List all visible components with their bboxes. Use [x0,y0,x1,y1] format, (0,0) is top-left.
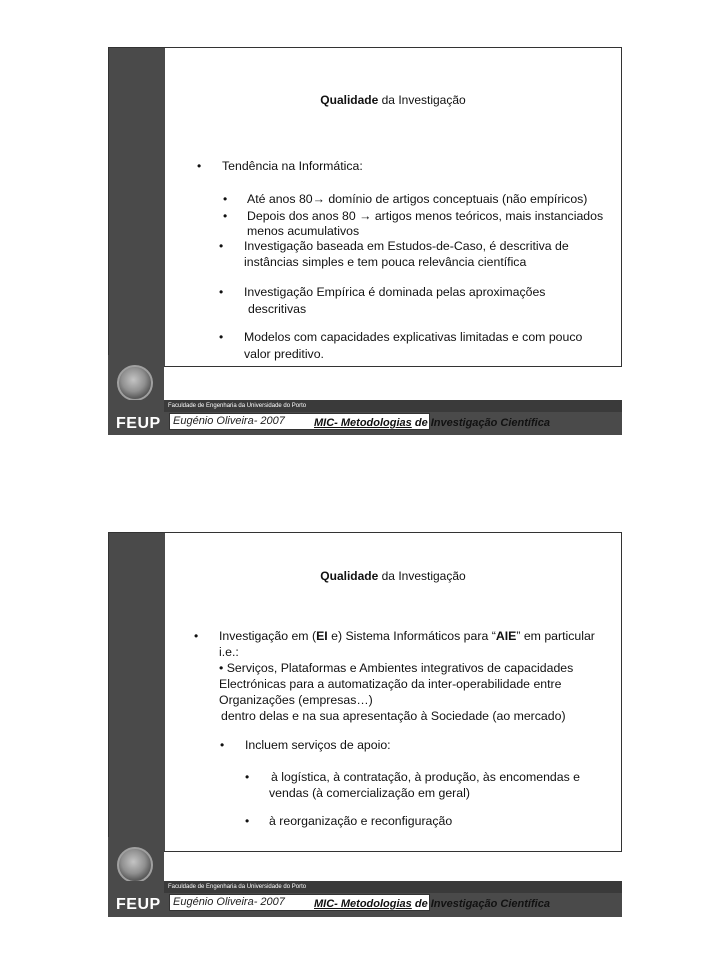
text-line: descritivas [248,302,307,316]
slide-1-footer [108,355,622,435]
author-box: Eugénio Oliveira- 2007 [169,413,430,430]
text-line: Investigação em (EI e) Sistema Informáticos para “AIE” em particular [219,629,595,643]
feup-logo: FEUP [116,896,161,913]
bullet: • [245,770,250,784]
bullet: • [220,738,225,752]
slide-2-footer [108,837,622,917]
bullet: • [223,209,228,223]
text-line: Depois dos anos 80 → artigos menos teóricos, mais instanciados [247,209,604,223]
slide-sidebar [109,533,165,851]
text-line: Incluem serviços de apoio: [245,738,391,752]
slide-title: Qualidade da Investigação [320,569,466,583]
faculty-name: Faculdade de Engenharia da Universidade do Porto [164,881,622,893]
course-name: MIC- Metodologias de Investigação Científica [314,898,550,910]
bullet: • [194,629,199,643]
text-line: Até anos 80→ domínio de artigos conceptuais (não empíricos) [247,192,588,206]
course-name: MIC- Metodologias de Investigação Científica [314,417,550,429]
text-line: Tendência na Informática: [222,159,363,173]
author-box: Eugénio Oliveira- 2007 [169,894,430,911]
text-line: à reorganização e reconfiguração [269,814,453,828]
text-line: • Serviços, Plataformas e Ambientes integrativos de capacidades [219,661,574,675]
feup-logo: FEUP [116,415,161,432]
text-line: Investigação Empírica é dominada pelas aproximações [244,285,546,299]
bullet: • [219,285,224,299]
text-line: Modelos com capacidades explicativas limitadas e com pouco [244,330,583,344]
text-line: à logística, à contratação, à produção, às encomendas e [271,770,580,784]
footer-bar [108,400,622,435]
slide-title: Qualidade da Investigação [320,93,466,107]
text-line: instâncias simples e tem pouca relevância científica [244,255,527,269]
text-line: i.e.: [219,645,239,659]
bullet: • [245,814,250,828]
faculty-name: Faculdade de Engenharia da Universidade do Porto [164,400,622,412]
slide-2 [108,532,622,852]
footer-bar [108,881,622,917]
bullet: • [219,330,224,344]
bullet: • [223,192,228,206]
text-line: valor preditivo. [244,347,324,361]
bullet: • [197,159,202,173]
text-line: Investigação baseada em Estudos-de-Caso, é descritiva de [244,239,569,253]
text-line: dentro delas e na sua apresentação à Sociedade (ao mercado) [221,709,566,723]
text-line: Electrónicas para a automatização da inter-operabilidade entre [219,677,562,691]
slide-1 [108,47,622,367]
university-seal-icon [117,847,153,883]
text-line: vendas (à comercialização em geral) [269,786,470,800]
bullet: • [219,239,224,253]
text-line: menos acumulativos [247,224,360,238]
text-line: Organizações (empresas…) [219,693,373,707]
university-seal-icon [117,365,153,401]
slide-sidebar [109,48,165,366]
